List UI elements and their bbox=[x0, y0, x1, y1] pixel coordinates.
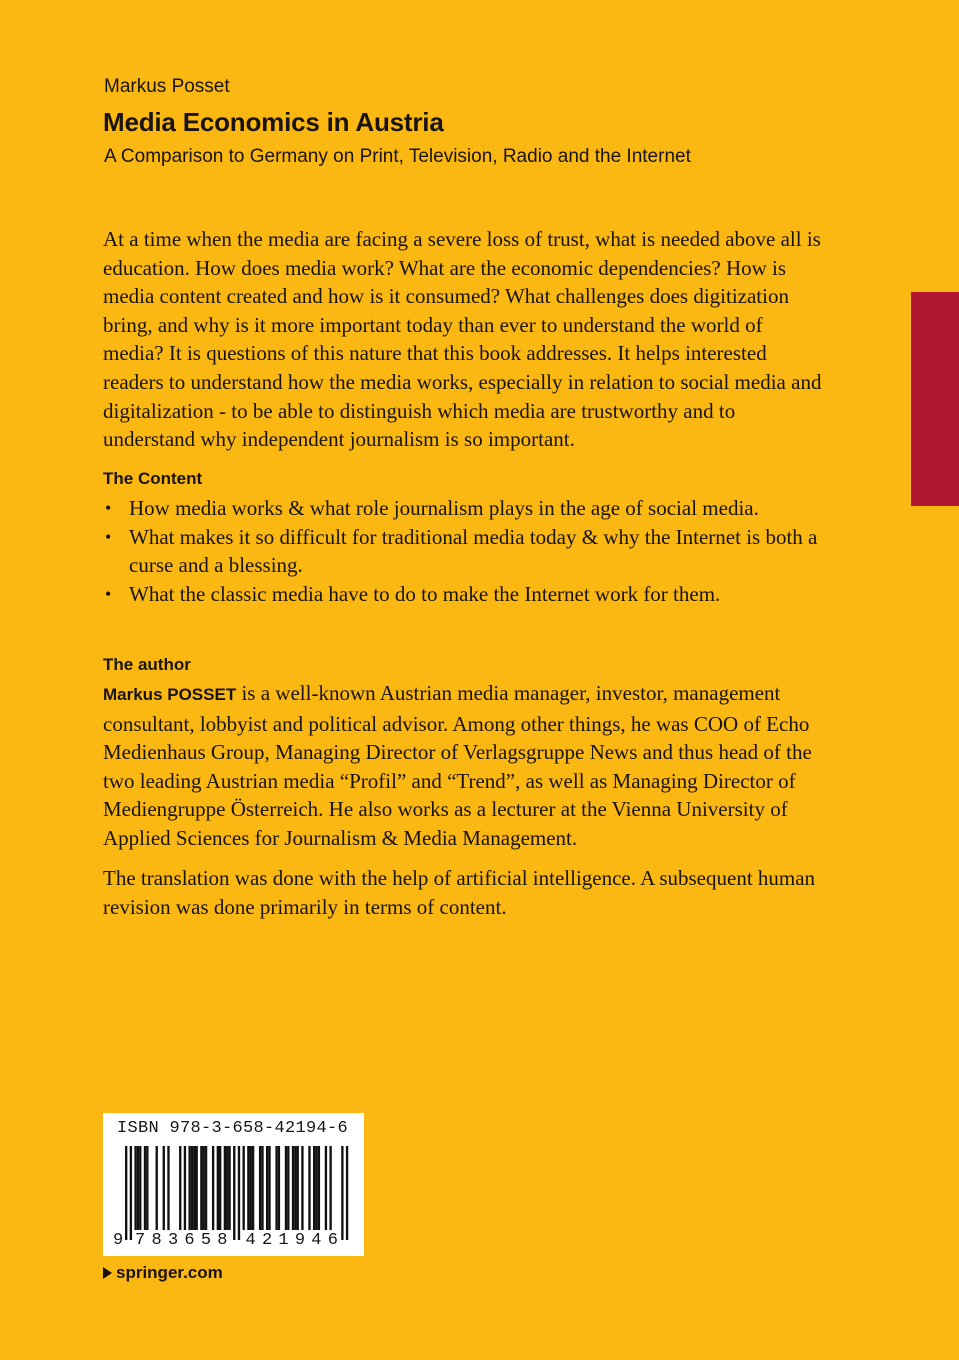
barcode-bar bbox=[346, 1146, 348, 1240]
barcode-bar bbox=[134, 1146, 136, 1230]
barcode-bar bbox=[313, 1146, 315, 1230]
barcode-bar bbox=[243, 1146, 245, 1230]
content-list bbox=[103, 494, 823, 608]
arrow-right-icon bbox=[103, 1267, 112, 1279]
barcode-bar bbox=[163, 1146, 165, 1230]
publisher-link[interactable] bbox=[103, 1263, 223, 1283]
ean-digit: 8 bbox=[217, 1231, 228, 1250]
ean-digit: 9 bbox=[113, 1231, 124, 1250]
barcode-bar bbox=[228, 1146, 230, 1230]
barcode-bar bbox=[315, 1146, 317, 1230]
barcode-bar bbox=[193, 1146, 195, 1230]
barcode-bar bbox=[252, 1146, 254, 1230]
content-heading: The Content bbox=[103, 469, 203, 488]
barcode-bar bbox=[233, 1146, 235, 1240]
ean-digits bbox=[103, 1231, 364, 1253]
barcode-bar bbox=[217, 1146, 219, 1230]
barcode-bar bbox=[125, 1146, 127, 1240]
barcode-bar bbox=[196, 1146, 198, 1230]
barcode-bar bbox=[341, 1146, 343, 1240]
ean-digit: 3 bbox=[167, 1231, 179, 1250]
barcode-bar bbox=[130, 1146, 132, 1240]
barcode-bar bbox=[259, 1146, 261, 1230]
barcode-bar bbox=[200, 1146, 202, 1230]
ean-digit: 2 bbox=[261, 1231, 273, 1250]
book-author: Markus Posset bbox=[104, 76, 230, 97]
barcode-bar bbox=[137, 1146, 139, 1230]
barcode-bar bbox=[139, 1146, 141, 1230]
barcode-bar bbox=[219, 1146, 221, 1230]
barcode-bar bbox=[184, 1146, 186, 1230]
barcode-bar bbox=[278, 1146, 280, 1230]
barcode-bar bbox=[226, 1146, 228, 1230]
publisher-url[interactable]: springer.com bbox=[116, 1263, 223, 1282]
ean-digit: 7 bbox=[135, 1231, 146, 1250]
isbn-barcode bbox=[103, 1113, 364, 1256]
barcode-bar bbox=[156, 1146, 158, 1230]
barcode-bar bbox=[261, 1146, 263, 1230]
barcode-bar bbox=[294, 1146, 296, 1230]
barcode-bar bbox=[318, 1146, 320, 1230]
barcode-bar bbox=[191, 1146, 193, 1230]
barcode-bar bbox=[250, 1146, 252, 1230]
author-bio bbox=[103, 679, 823, 853]
ean-digit: 1 bbox=[278, 1231, 289, 1250]
author-bio-text: is a well-known Austrian media manager, investor, management consultant, lobbyist and political advisor. Among other things, he was COO of Echo Medienhaus Group, Managing Director of Verlagsgruppe News and thus head of the two leading Austrian media “Profil” and “Trend”, as well as Managing Director of Mediengruppe Österreich. He also works as a lecturer at the Vienna University of Applied Sciences for Journalism & Media Management. bbox=[103, 681, 812, 850]
barcode-bar bbox=[179, 1146, 181, 1230]
barcode-bar bbox=[275, 1146, 277, 1230]
ean-digit: 9 bbox=[294, 1231, 306, 1250]
barcode-bar bbox=[268, 1146, 270, 1230]
barcode-bar bbox=[325, 1146, 327, 1230]
barcode-bar bbox=[301, 1146, 303, 1230]
translation-note: The translation was done with the help of artificial intelligence. A subsequent human revision was done primarily in terms of content. bbox=[103, 866, 816, 919]
ean-digit: 4 bbox=[245, 1231, 256, 1250]
ean-digit: 4 bbox=[311, 1231, 322, 1250]
barcode-bar bbox=[292, 1146, 294, 1230]
content-item: • How media works & what role journalism plays in the age of social media. bbox=[103, 494, 823, 523]
barcode-bar bbox=[329, 1146, 331, 1230]
barcode-bar bbox=[238, 1146, 240, 1240]
ean-digit: 5 bbox=[200, 1231, 212, 1250]
isbn-label: ISBN 978-3-658-42194-6 bbox=[117, 1119, 349, 1138]
barcode-bar bbox=[188, 1146, 190, 1230]
barcode-bar bbox=[285, 1146, 287, 1230]
content-item: • What the classic media have to do to make the Internet work for them. bbox=[103, 580, 823, 609]
barcode-bar bbox=[224, 1146, 226, 1230]
book-blurb: At a time when the media are facing a severe loss of trust, what is needed above all is education. How does media work? What are the economic dependencies? How is media content created and how is it consumed? What challenges does digitization bring, and why is it more important today than ever to understand the world of media? It is questions of this nature that this book addresses. It helps interested readers to understand how the media works, especially in relation to social media and digitalization - to be able to distinguish which media are trustworthy and to understand why independent journalism is so important. bbox=[103, 227, 822, 452]
barcode-bar bbox=[266, 1146, 268, 1230]
barcode-bar bbox=[144, 1146, 146, 1230]
author-heading: The author bbox=[103, 655, 191, 674]
spine-color-tab bbox=[911, 292, 959, 506]
barcode-bar bbox=[287, 1146, 289, 1230]
author-name: Markus POSSET bbox=[103, 685, 237, 704]
ean-digit: 6 bbox=[184, 1231, 195, 1250]
barcode-bar bbox=[205, 1146, 207, 1230]
barcode-bar bbox=[167, 1146, 169, 1230]
barcode-bar bbox=[297, 1146, 299, 1230]
book-subtitle: A Comparison to Germany on Print, Television, Radio and the Internet bbox=[104, 146, 691, 167]
barcode-bar bbox=[212, 1146, 214, 1230]
content-item: • What makes it so difficult for traditional media today & why the Internet is both a curse and a blessing. bbox=[103, 523, 823, 580]
ean-digit: 6 bbox=[327, 1231, 338, 1250]
ean-digit: 8 bbox=[151, 1231, 162, 1250]
barcode-bar bbox=[146, 1146, 148, 1230]
book-title: Media Economics in Austria bbox=[103, 107, 444, 137]
barcode-bar bbox=[247, 1146, 249, 1230]
barcode-bar bbox=[308, 1146, 310, 1230]
barcode-bar bbox=[203, 1146, 205, 1230]
